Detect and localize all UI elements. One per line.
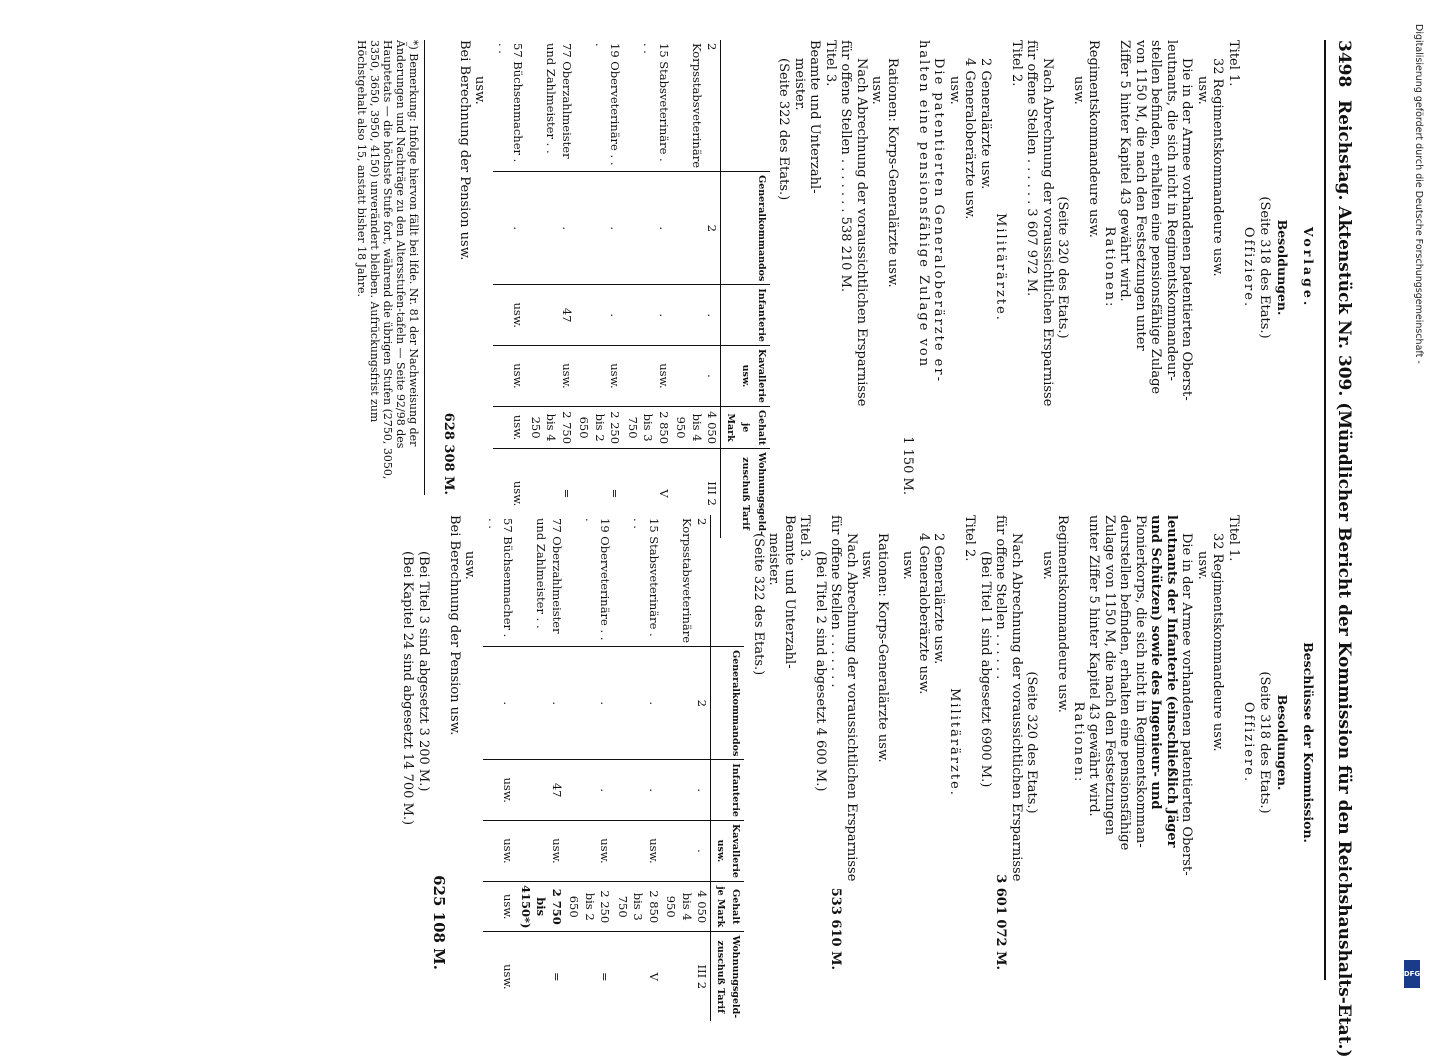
text-line: 4 Generaloberärzte usw. <box>962 58 978 220</box>
amount-label: für offene Stellen . . . . . . <box>993 515 1009 680</box>
etat-reference: (Seite 322 des Etats.) <box>751 533 766 676</box>
paragraph-line: Pionierkorps, die sich nicht in Regimentskomman- <box>1133 515 1148 848</box>
table-cell: . <box>672 345 721 406</box>
title-label: Titel 3. <box>823 40 838 87</box>
text-line: usw. <box>859 551 875 580</box>
table-cell: . <box>575 285 624 346</box>
table-cell: . <box>527 172 576 285</box>
table-cell: . <box>484 647 517 760</box>
column-heading: Vorlage. <box>1301 226 1316 309</box>
section-heading: Besoldungen. <box>1275 219 1290 316</box>
etat-reference: (Seite 320 des Etats.) <box>1024 671 1040 814</box>
column-beschluesse <box>116 515 1316 1019</box>
paragraph-line: Die in der Armee vorhandenen patentierten Oberst- <box>1179 58 1195 401</box>
table-cell: 4 050 bis 4 950 <box>662 881 711 931</box>
etat-reference: (Seite 318 des Etats.) <box>1257 196 1272 339</box>
text-line: Nach Abrechnung der voraussichtlichen Ersparnisse <box>844 533 859 882</box>
etat-reference: (Seite 320 des Etats.) <box>1055 196 1071 339</box>
table-cell: 2 <box>672 172 721 285</box>
title-label: Titel 1. <box>1226 515 1241 562</box>
table-cell: . <box>517 647 566 760</box>
table-cell: 19 Oberveterinäre . . . <box>583 518 613 641</box>
table-cell: 2 850 bis 3 750 <box>624 406 673 448</box>
table-header-cell: Gehalt je Mark <box>721 406 770 448</box>
table-cell: 2 Korpsstabsveterinäre <box>680 518 710 644</box>
table-row <box>575 40 624 538</box>
etat-reference: (Seite 322 des Etats.) <box>776 58 792 201</box>
table-row <box>672 40 721 538</box>
table-header-cell <box>711 515 745 647</box>
table-cell: 47 <box>527 285 576 346</box>
page-title: Reichstag. Aktenstück Nr. 309. (Mündlicher Bericht der Kommission für den Reichshaushalts-Etat.) <box>1334 100 1354 1058</box>
title-label: Titel 2. <box>962 515 978 562</box>
text-line: 4 Generaloberärzte usw. <box>916 533 931 695</box>
table-cell: usw. <box>575 345 624 406</box>
table-header-cell: Kavallerie usw. <box>721 345 770 406</box>
table-header-cell: Kavallerie usw. <box>711 820 745 881</box>
text-line: Rationen: Korps-Generalärzte usw. <box>885 58 900 288</box>
table-header-cell: Generalkommandos <box>711 647 745 760</box>
table-cell: usw. <box>484 820 517 881</box>
dfg-logo: DFG <box>1404 960 1420 988</box>
text-line: usw. <box>1195 76 1210 105</box>
table-cell: III 2 <box>662 932 711 1021</box>
paragraph-line: Die in der Armee vorhandenen patentierten Oberst- <box>1179 533 1195 876</box>
subsection-heading: Rationen: <box>1102 226 1117 309</box>
subsection-heading: Offiziere. <box>1241 226 1257 309</box>
table-cell: usw. <box>614 820 663 881</box>
table-header-row <box>721 40 770 538</box>
title-label: Titel 2. <box>1009 40 1024 87</box>
table-cell: usw. <box>484 760 517 821</box>
paragraph-line: stellen befinden, erhalten eine pensionsfähige Zulage <box>1148 40 1164 395</box>
table-cell: V <box>614 932 663 1021</box>
amount-line: für offene Stellen . . . . . . 3 607 972 M. <box>1024 40 1040 297</box>
amount-line: für offene Stellen . . . . . . . 538 210 M. <box>838 40 854 293</box>
table-header-cell: Wohnungsgeld-zuschuß Tarif <box>711 932 745 1021</box>
table-cell: 77 Oberzahlmeister und Zahlmeister . . <box>544 43 574 159</box>
table-cell: 2 250 bis 2 650 <box>575 406 624 448</box>
table-cell: 15 Stabsveterinäre . . . <box>631 518 661 637</box>
digitization-note <box>1402 24 1424 996</box>
page-header <box>1324 40 1360 1058</box>
officials-table <box>494 40 771 538</box>
page-number: 3498 <box>1334 40 1354 88</box>
paragraph-line: Die patentierten Generaloberärzte er- <box>931 58 947 383</box>
table-cell: . <box>614 647 663 760</box>
paragraph-line: leutnants, die sich nicht in Regimentskommandeur- <box>1164 40 1179 381</box>
table-cell: . <box>494 172 527 285</box>
text-line: usw. <box>1195 551 1210 580</box>
text-line: meister. <box>766 533 782 586</box>
title-label: Titel 3. <box>797 515 813 562</box>
table-cell: . <box>662 820 711 881</box>
table-cell: 2 Korpsstabsveterinäre <box>690 43 720 169</box>
table-header-cell: Infanterie <box>711 760 745 821</box>
table-header-cell: Wohnungsgeld-zuschuß Tarif <box>721 449 770 538</box>
table-cell: 47 <box>517 760 566 821</box>
text-line: Nach Abrechnung der voraussichtlichen Ersparnisse <box>1009 533 1024 882</box>
table-header-cell <box>721 40 770 172</box>
officials-table <box>484 515 745 1021</box>
text-line: meister. <box>792 58 807 111</box>
table-cell: usw. <box>517 820 566 881</box>
table-cell: 57 Büchsenmacher . . . <box>496 43 526 163</box>
deduction-note: (Bei Titel 2 sind abgesetzt 4 600 M.) <box>813 551 828 792</box>
rotated-page-content <box>70 40 1360 1058</box>
table-cell: 2 850 bis 3 750 <box>614 881 663 931</box>
section-heading: Besoldungen. <box>1275 694 1290 791</box>
subsection-heading: Militärärzte. <box>993 213 1009 322</box>
table-cell: 19 Oberveterinäre . . . <box>593 43 623 166</box>
text-line: usw. <box>1071 76 1086 105</box>
subsection-heading: Militärärzte. <box>947 688 962 797</box>
table-header-row <box>711 515 745 1021</box>
table-cell: usw. <box>484 881 517 931</box>
deduction-note: (Bei Titel 1 sind abgesetzt 6900 M.) <box>978 551 993 788</box>
table-cell: usw. <box>494 406 527 448</box>
table-cell: usw. <box>494 285 527 346</box>
text-line: 2 Generalärzte usw. <box>978 58 993 190</box>
text-line: Regimentskommandeure usw. <box>1086 40 1102 238</box>
table-cell: 2 750 bis 4 250 <box>527 406 576 448</box>
table-row <box>527 40 576 538</box>
amount-label: für offene Stellen . . . . . . . <box>828 515 844 688</box>
table-cell: . <box>565 760 614 821</box>
table-cell: = <box>527 449 576 538</box>
text-line: 32 Regimentskommandeure usw. <box>1210 58 1226 277</box>
table-cell: usw. <box>527 345 576 406</box>
paragraph-line: deurstellen befinden, erhalten eine pensionsfähige <box>1117 515 1133 851</box>
table-cell: V <box>624 449 673 538</box>
table-cell: usw. <box>624 345 673 406</box>
table-cell: . <box>672 285 721 346</box>
table-row <box>614 515 663 1021</box>
text-line: usw. <box>869 76 885 105</box>
paragraph-line: halten eine pensionsfähige Zulage von <box>916 40 931 369</box>
table-cell: . <box>624 285 673 346</box>
table-cell: = <box>575 449 624 538</box>
deduction-note: (Bei Titel 3 sind abgesetzt 3 200 M.) <box>416 551 431 792</box>
text-line: Beamte und Unterzahl- <box>782 515 797 669</box>
title-label: Titel 1. <box>1226 40 1241 87</box>
paragraph-line: Zulage von 1150 M, die nach den Festsetzungen <box>1102 515 1117 836</box>
digitization-note-text: Digitalisierung gefördert durch die Deutsche Forschungsgemeinschaft - <box>1413 24 1424 364</box>
subsection-heading: Rationen: <box>1071 701 1086 784</box>
paragraph-line: Ziffer 5 hinter Kapitel 43 gewährt wird. <box>1117 40 1133 302</box>
text-line: Nach Abrechnung der voraussichtlichen Ersparnisse <box>854 58 869 407</box>
text-line: usw. <box>947 76 962 105</box>
table-row <box>662 515 711 1021</box>
table-cell: 2 250 bis 2 650 <box>565 881 614 931</box>
table-cell: . <box>565 647 614 760</box>
text-line: Regimentskommandeure usw. <box>1055 515 1071 713</box>
text-line: Bei Berechnung der Pension usw. <box>457 40 472 261</box>
etat-reference: (Seite 318 des Etats.) <box>1257 671 1272 814</box>
text-line: usw. <box>462 551 478 580</box>
table-cell: . <box>662 760 711 821</box>
table-cell: 4 050 bis 4 950 <box>672 406 721 448</box>
table-cell: usw. <box>494 449 527 538</box>
table-cell: 2 <box>662 647 711 760</box>
table-row <box>565 515 614 1021</box>
text-line: 2 Generalärzte usw. <box>931 533 947 665</box>
table-row <box>624 40 673 538</box>
text-line: Nach Abrechnung der voraussichtlichen Ersparnisse <box>1040 58 1055 407</box>
table-cell: . <box>614 760 663 821</box>
subsection-heading: Offiziere. <box>1241 701 1257 784</box>
table-cell: . <box>624 172 673 285</box>
table-cell: 57 Büchsenmacher . . . <box>486 518 516 638</box>
table-header-cell: Generalkommandos <box>721 172 770 285</box>
text-line: usw. <box>1040 551 1055 580</box>
amount-line <box>828 515 844 970</box>
footnote: *) Bemerkung: Infolge hiervon fällt bei lfde. Nr. 81 der Nachweisung der Änderungen und Nachträge zu den Altersstufen-tafeln — Seite 92/98 des Hauptetats — die höchste Stufe fort, während die übrigen Stufen (2750, 3050, 3350, 3650, 3950, 4150) unverändert bleiben. Aufrückungsfrist zum Höchstgehalt also 15, anstatt bisher 18 Jahre. <box>355 40 425 495</box>
total-amount: 625 108 M. <box>430 875 449 970</box>
table-cell: usw. <box>565 820 614 881</box>
text-line: usw. <box>900 551 916 580</box>
table-cell: . <box>575 172 624 285</box>
table-row <box>484 515 517 1021</box>
column-vorlage <box>116 40 1316 535</box>
amount-line <box>993 515 1009 970</box>
paragraph-line: und Schützen) sowie des Ingenieur- und <box>1148 515 1164 810</box>
text-line: Beamte und Unterzahl- <box>807 40 823 194</box>
paragraph-line: leutnants der Infanterie (einschließlich Jäger <box>1164 515 1179 848</box>
text-line: usw. <box>472 76 488 105</box>
total-amount: 628 308 M. <box>441 412 457 495</box>
column-heading: Beschlüsse der Kommission. <box>1301 642 1316 843</box>
table-row <box>494 40 527 538</box>
deduction-note: (Bei Kapitel 24 sind abgesetzt 14 700 M.) <box>400 551 416 826</box>
text-line: 32 Regimentskommandeure usw. <box>1210 533 1226 752</box>
table-cell: usw. <box>484 932 517 1021</box>
table-header-cell: Gehalt je Mark <box>711 881 745 931</box>
paragraph-line: von 1150 M, die nach den Festsetzungen unter <box>1133 40 1148 351</box>
table-cell: III 2 <box>672 449 721 538</box>
table-cell: = <box>565 932 614 1021</box>
text-line: Bei Berechnung der Pension usw. <box>447 515 462 736</box>
table-cell: = <box>517 932 566 1021</box>
table-cell: 15 Stabsveterinäre . . . <box>641 43 671 162</box>
paragraph-line: 1 150 M. <box>900 436 916 495</box>
table-row <box>517 515 566 1021</box>
paragraph-line: unter Ziffer 5 hinter Kapitel 43 gewährt wird. <box>1086 515 1102 817</box>
text-line: Rationen: Korps-Generalärzte usw. <box>875 533 890 763</box>
amount-value: 3 601 072 M. <box>993 874 1009 970</box>
amount-value: 533 610 M. <box>828 887 844 970</box>
table-header-cell: Infanterie <box>721 285 770 346</box>
table-cell: 77 Oberzahlmeister und Zahlmeister . . <box>534 518 564 634</box>
table-cell: usw. <box>494 345 527 406</box>
table-cell: 2 750 bis 4150*) <box>517 881 566 931</box>
